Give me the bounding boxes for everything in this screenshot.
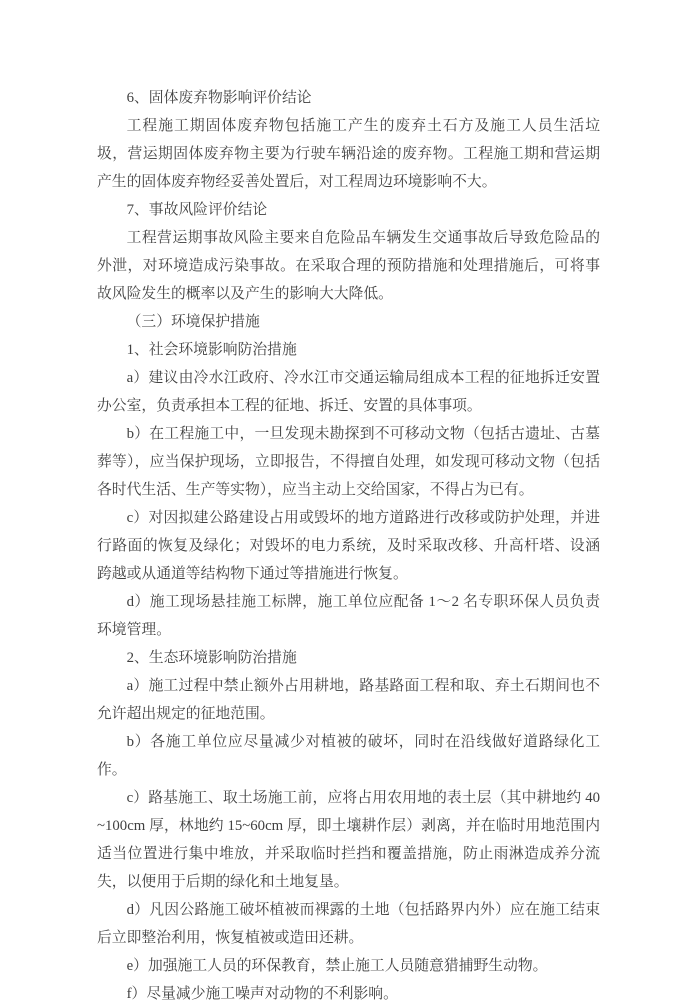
list-item-eco-a: a）施工过程中禁止额外占用耕地，路基路面工程和取、弃土石期间也不允许超出规定的征地范围。	[97, 678, 600, 722]
list-item-eco-f: f）尽量减少施工噪声对动物的不利影响。	[126, 986, 398, 1002]
list-item-eco-e: e）加强施工人员的环保教育，禁止施工人员随意猎捕野生动物。	[126, 958, 548, 974]
list-item-social-d: d）施工现场悬挂施工标牌，施工单位应配备 1～2 名专职环保人员负责环境管理。	[97, 594, 600, 638]
paragraph-accident-risk-body: 工程营运期事故风险主要来自危险品车辆发生交通事故后导致危险品的外泄，对环境造成污染事故。在采取合理的预防措施和处理措施后，可将事故风险发生的概率以及产生的影响大大降低。	[97, 230, 600, 302]
section-heading-env-protection: （三）环境保护措施	[126, 314, 260, 330]
subsection-heading-eco-env: 2、生态环境影响防治措施	[126, 650, 297, 666]
document-text-block	[97, 84, 600, 1008]
list-item-eco-b: b）各施工单位应尽量减少对植被的破坏，同时在沿线做好道路绿化工作。	[97, 734, 600, 778]
list-item-eco-d: d）凡因公路施工破坏植被而裸露的土地（包括路界内外）应在施工结束后立即整治利用，恢复植被或造田还耕。	[97, 902, 600, 946]
list-item-social-a: a）建议由冷水江政府、冷水江市交通运输局组成本工程的征地拆迁安置办公室，负责承担本工程的征地、拆迁、安置的具体事项。	[97, 370, 600, 414]
list-item-social-b: b）在工程施工中，一旦发现未勘探到不可移动文物（包括古遗址、古墓葬等），应当保护现场，立即报告，不得擅自处理，如发现可移动文物（包括各时代生活、生产等实物），应当主动上交给国家，不得占为已有。	[97, 426, 600, 498]
list-item-social-c: c）对因拟建公路建设占用或毁坏的地方道路进行改移或防护处理，并进行路面的恢复及绿化；对毁坏的电力系统，及时采取改移、升高杆塔、设涵跨越或从通道等结构物下通过等措施进行恢复。	[97, 510, 600, 582]
subsection-heading-social-env: 1、社会环境影响防治措施	[126, 342, 297, 358]
section-heading-solid-waste: 6、固体废弃物影响评价结论	[126, 90, 312, 106]
section-heading-accident-risk: 7、事故风险评价结论	[126, 202, 268, 218]
list-item-eco-c: c）路基施工、取土场施工前，应将占用农用地的表土层（其中耕地约 40~100cm 厚，林地约 15~60cm 厚，即土壤耕作层）剥离，并在临时用地范围内适当位置进行集中堆放，并采取临时拦挡和覆盖措施，防止雨淋造成养分流失，以便用于后期的绿化和土地复垦。	[97, 790, 600, 890]
paragraph-solid-waste-body: 工程施工期固体废弃物包括施工产生的废弃土石方及施工人员生活垃圾，营运期固体废弃物主要为行驶车辆沿途的废弃物。工程施工期和营运期产生的固体废弃物经妥善处置后，对工程周边环境影响不大。	[97, 118, 600, 190]
